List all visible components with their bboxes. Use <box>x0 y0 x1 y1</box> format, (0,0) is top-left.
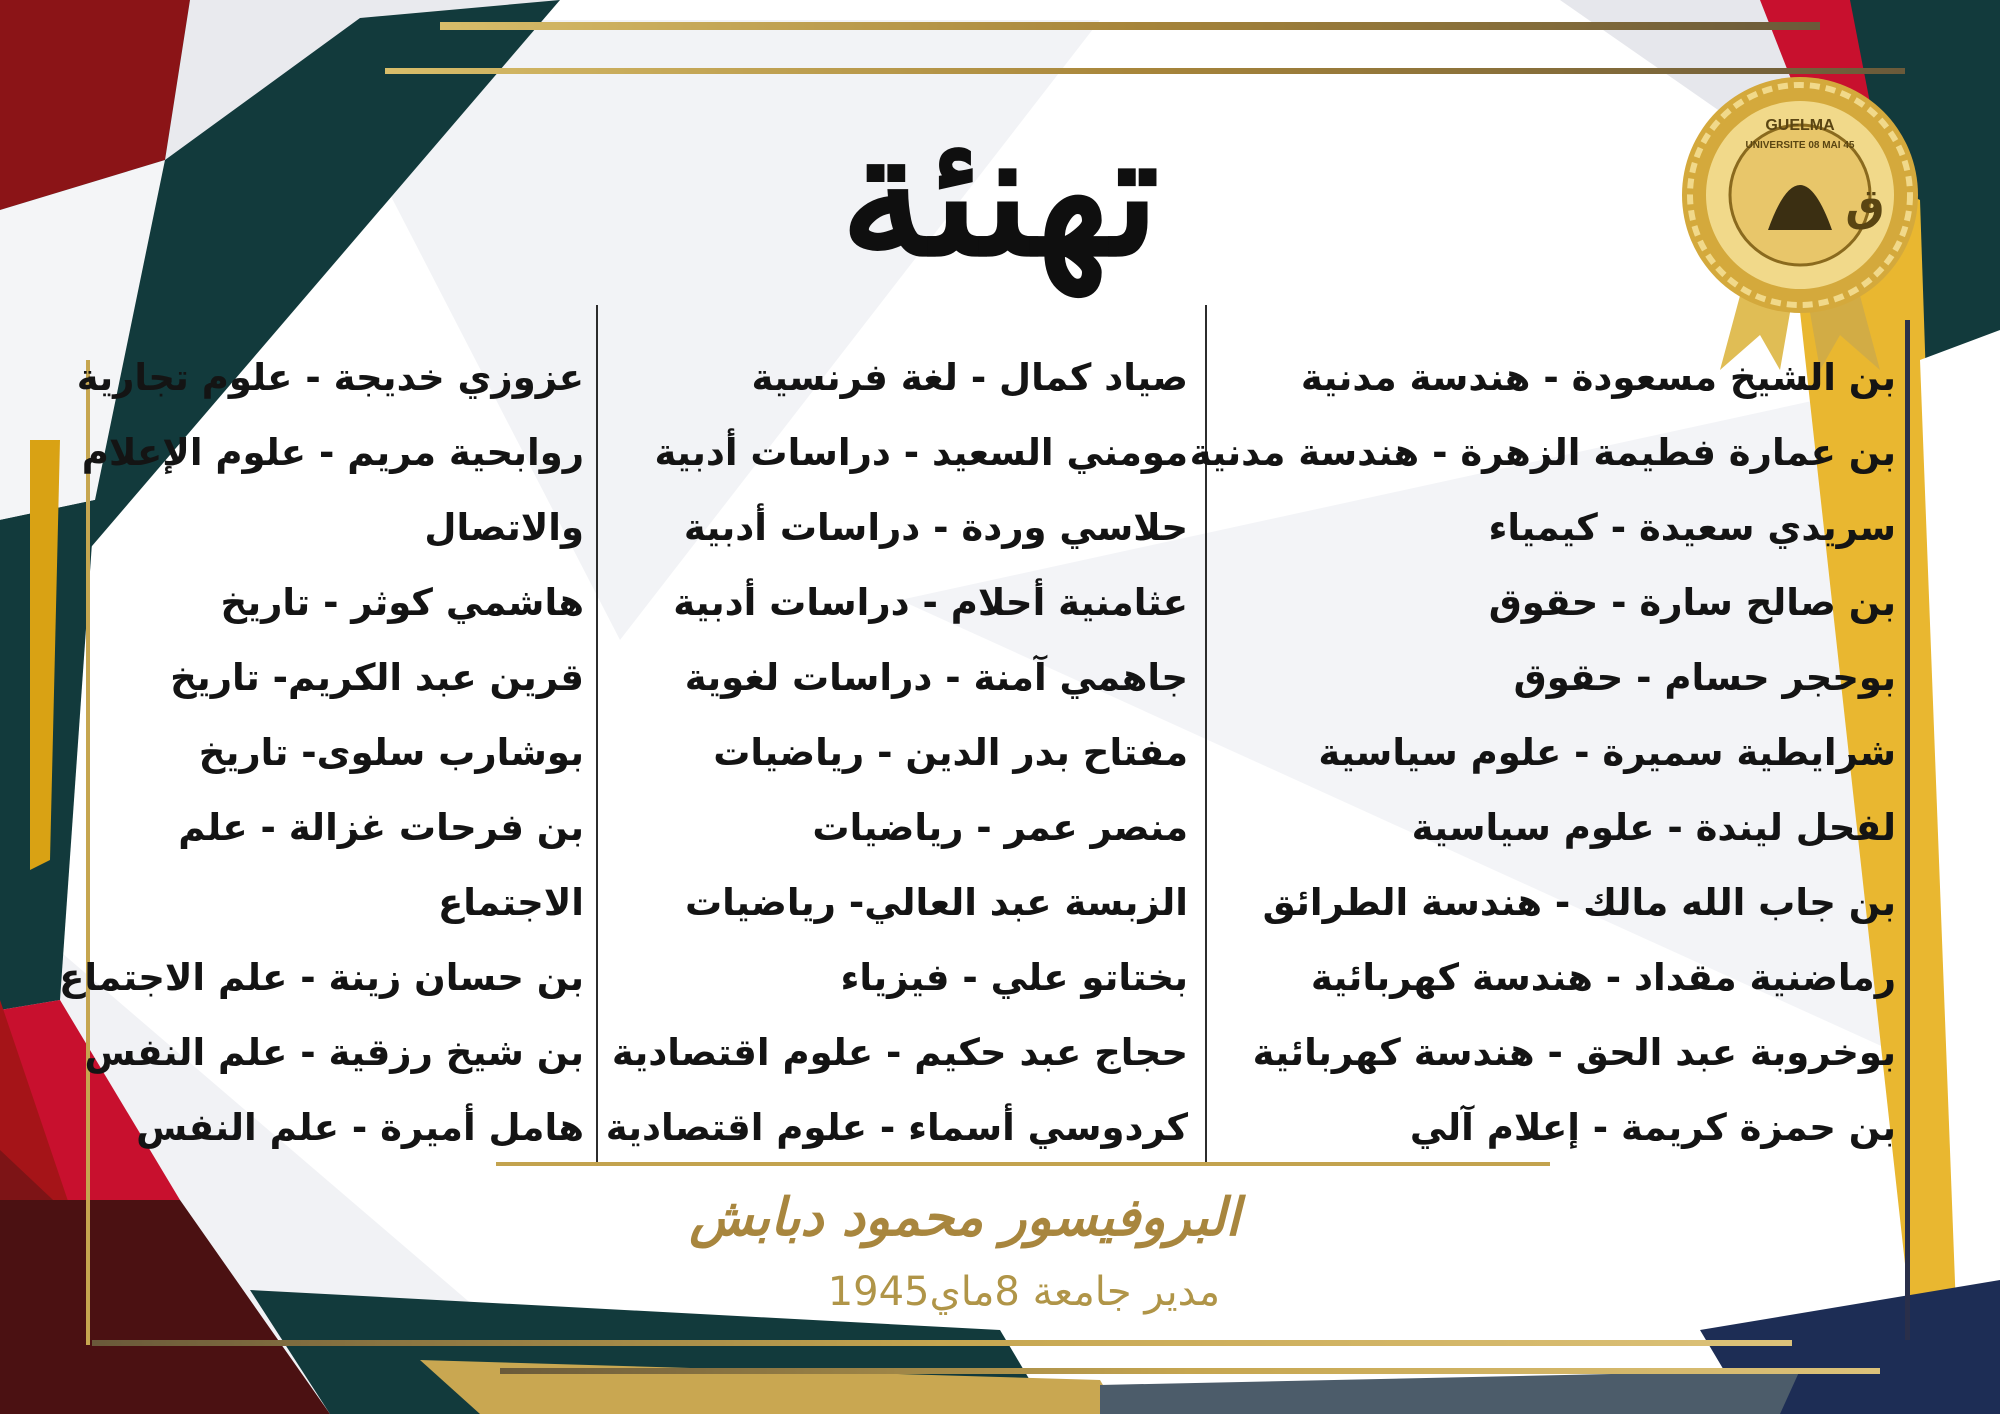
list-item: روابحية مريم - علوم الإعلام <box>81 431 584 474</box>
medal-text-top: GUELMA <box>1765 117 1835 134</box>
list-item: بن حمزة كريمة - إعلام آلي <box>1409 1106 1896 1149</box>
names-column-right <box>1189 340 1896 1165</box>
list-item: كردوسي أسماء - علوم اقتصادية <box>605 1106 1188 1149</box>
list-item: مومني السعيد - دراسات أدبية <box>654 431 1188 474</box>
list-item: جاهمي آمنة - دراسات لغوية <box>684 656 1188 699</box>
list-item: الاجتماع <box>438 881 584 924</box>
column-separator-left <box>596 305 598 1165</box>
list-item: عزوزي خديجة - علوم تجارية <box>76 356 584 399</box>
list-item: رماضنية مقداد - هندسة كهربائية <box>1310 956 1896 999</box>
list-item: قرين عبد الكريم- تاريخ <box>170 656 584 699</box>
list-item: بوحجر حسام - حقوق <box>1513 656 1896 699</box>
page-title: تهنئة <box>840 95 1160 295</box>
list-item: والاتصال <box>424 506 584 549</box>
list-item: بن شيخ رزقية - علم النفس <box>84 1031 584 1074</box>
list-item: هامل أميرة - علم النفس <box>136 1106 584 1149</box>
signatory-position: مدير جامعة 8ماي1945 <box>827 1269 1220 1315</box>
list-item: حجاج عبد حكيم - علوم اقتصادية <box>611 1031 1188 1074</box>
list-item: بن عمارة فطيمة الزهرة - هندسة مدنية <box>1189 431 1896 474</box>
medal-emblem-letter: ق <box>1845 180 1885 231</box>
list-item: بن جاب الله مالك - هندسة الطرائق <box>1262 881 1896 924</box>
list-item: مفتاح بدر الدين - رياضيات <box>713 731 1188 774</box>
list-item: حلاسي وردة - دراسات أدبية <box>683 506 1188 549</box>
list-item: بوشارب سلوى- تاريخ <box>198 731 584 774</box>
list-item: منصر عمر - رياضيات <box>812 806 1188 849</box>
names-column-middle <box>605 340 1188 1165</box>
list-item: شرايطية سميرة - علوم سياسية <box>1318 731 1896 774</box>
signatory-name: البروفيسور محمود دبابش <box>689 1187 1240 1248</box>
list-item: هاشمي كوثر - تاريخ <box>220 581 584 624</box>
university-medal-logo <box>1660 70 1940 370</box>
list-item: عثامنية أحلام - دراسات أدبية <box>673 581 1188 624</box>
list-item: بن صالح سارة - حقوق <box>1488 581 1896 624</box>
list-item: بن الشيخ مسعودة - هندسة مدنية <box>1300 356 1896 399</box>
list-item: الزبسة عبد العالي- رياضيات <box>684 881 1188 924</box>
list-item: بن فرحات غزالة - علم <box>178 806 584 849</box>
list-item: بن حسان زينة - علم الاجتماع <box>59 956 584 999</box>
list-item: سريدي سعيدة - كيمياء <box>1488 506 1896 549</box>
list-item: بختاتو علي - فيزياء <box>840 956 1188 999</box>
list-item: لفحل ليندة - علوم سياسية <box>1411 806 1896 849</box>
signature-divider <box>496 1162 1550 1166</box>
list-item: بوخروبة عبد الحق - هندسة كهربائية <box>1252 1031 1896 1074</box>
medal-text-ring: UNIVERSITE 08 MAI 45 <box>1745 140 1855 151</box>
list-item: صياد كمال - لغة فرنسية <box>751 356 1188 399</box>
names-column-left <box>59 340 584 1165</box>
